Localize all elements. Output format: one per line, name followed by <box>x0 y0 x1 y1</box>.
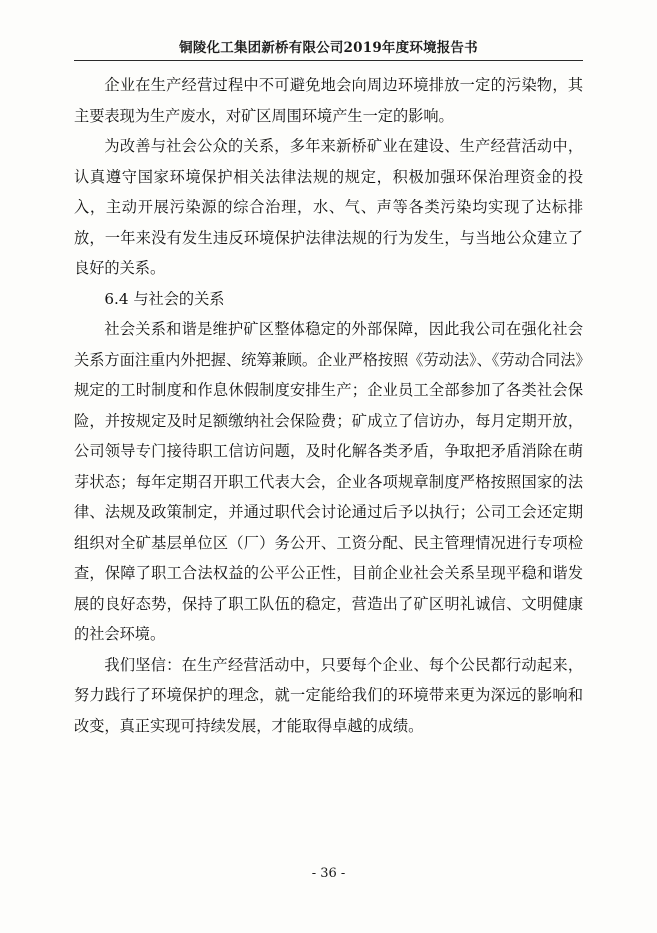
paragraph: 社会关系和谐是维护矿区整体稳定的外部保障，因此我公司在强化社会关系方面注重内外把握、统筹兼顾。企业严格按照《劳动法》、《劳动合同法》规定的工时制度和作息休假制度安排生产；企业员工全部参加了各类社会保险，并按规定及时足额缴纳社会保险费；矿成立了信访办，每月定期开放，公司领导专门接待职工信访问题，及时化解各类矛盾，争取把矛盾消除在萌芽状态；每年定期召开职工代表大会，企业各项规章制度严格按照国家的法律、法规及政策制定，并通过职代会讨论通过后予以执行；公司工会还定期组织对全矿基层单位区（厂）务公开、工资分配、民主管理情况进行专项检查，保障了职工合法权益的公平公正性，目前企业社会关系呈现平稳和谐发展的良好态势，保持了职工队伍的稳定，营造出了矿区明礼诚信、文明健康的社会环境。 <box>74 320 583 643</box>
paragraph: 企业在生产经营过程中不可避免地会向周边环境排放一定的污染物，其主要表现为生产废水，对矿区周围环境产生一定的影响。 <box>74 76 583 125</box>
paragraph: 为改善与社会公众的关系，多年来新桥矿业在建设、生产经营活动中，认真遵守国家环境保护相关法律法规的规定，积极加强环保治理资金的投入，主动开展污染源的综合治理，水、气、声等各类污染均实现了达标排放，一年来没有发生违反环境保护法律法规的行为发生，与当地公众建立了良好的关系。 <box>74 137 583 277</box>
section-heading: 6.4 与社会的关系 <box>104 289 225 308</box>
document-body <box>74 70 583 741</box>
page-header-title: 铜陵化工集团新桥有限公司2019年度环境报告书 <box>179 40 478 56</box>
paragraph: 我们坚信：在生产经营活动中，只要每个企业、每个公民都行动起来，努力践行了环境保护的理念，就一定能给我们的环境带来更为深远的影响和改变，真正实现可持续发展，才能取得卓越的成绩。 <box>74 655 583 735</box>
page-number: - 36 - <box>311 866 346 881</box>
header-divider <box>74 60 583 61</box>
